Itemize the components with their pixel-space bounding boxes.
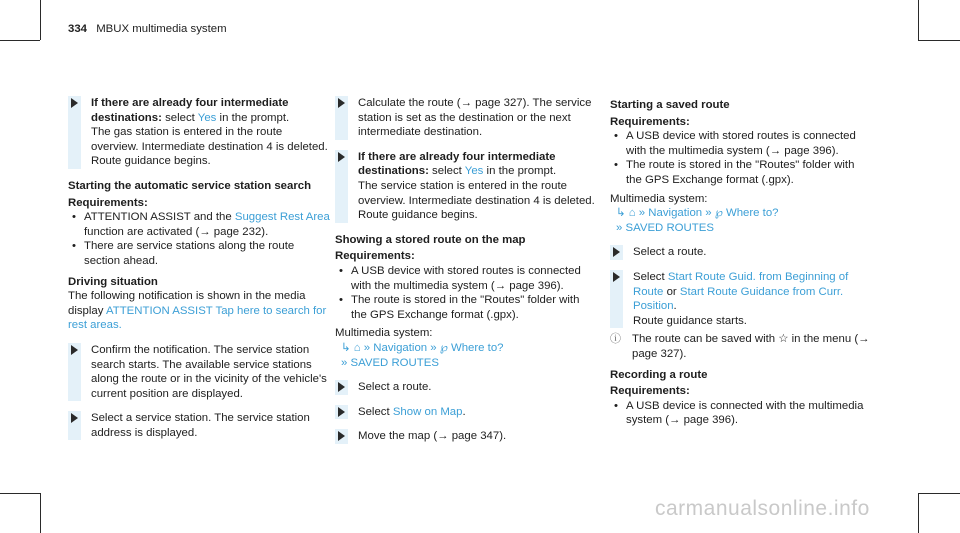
crop-mark — [918, 493, 919, 533]
requirement-item: • A USB device is connected with the multimedia system (→ page 396). — [610, 399, 872, 428]
show-on-map-link[interactable]: Show on Map — [392, 405, 463, 418]
where-to-link[interactable]: Where to? — [450, 341, 504, 354]
step-body: Select a service station. The service station address is displayed. — [91, 412, 310, 439]
step — [335, 96, 597, 140]
crop-mark — [0, 40, 40, 41]
chevron-icon: » — [616, 221, 623, 234]
column-3 — [610, 96, 872, 428]
nav-path — [335, 341, 597, 370]
step-body — [348, 405, 597, 420]
step-text: . — [673, 300, 677, 313]
search-icon: ℘ — [439, 341, 448, 354]
step-text: select — [428, 165, 465, 178]
chevron-icon: » — [705, 207, 712, 220]
step-text: in the prompt. — [483, 165, 557, 178]
step-bar — [335, 405, 348, 420]
requirements-title: Requirements: — [68, 196, 148, 209]
step-arrow-icon — [71, 98, 78, 108]
yes-link[interactable]: Yes — [197, 111, 217, 124]
requirements-list — [610, 399, 872, 428]
start-route-guidance-curr-link[interactable]: Start Route Guidance from Curr. Position — [633, 285, 844, 313]
crop-mark — [0, 493, 40, 494]
note-text: The route can be saved with ☆ in the menu (→ page 327). — [632, 333, 870, 360]
driving-situation-title: Driving situation — [68, 275, 158, 288]
start-route-guid-link[interactable]: Start Route Guid. from Beginning of Route — [633, 270, 849, 298]
step-bar — [68, 411, 81, 440]
step-bold-text: If there are already four intermediate destinations: — [358, 150, 556, 178]
step-body: Select a route. — [633, 246, 707, 259]
section-title: Starting a saved route — [610, 99, 730, 111]
req-text: function are activated (→ page 232). — [84, 225, 269, 238]
step-para: The service station is entered in the route overview. Intermediate destination 4 is deleted. Route guidance begins. — [358, 179, 595, 222]
step — [335, 405, 597, 420]
home-icon[interactable]: ⌂ — [628, 207, 636, 220]
step-arrow-icon — [71, 413, 78, 423]
step-bar — [68, 96, 81, 169]
requirements-list — [610, 129, 872, 187]
step-body: Confirm the notification. The service station search starts. The available service stations along the route or in the vicinity of the vehicle's current position are displayed. — [91, 343, 327, 400]
return-arrow-icon: ↳ — [616, 207, 626, 220]
section-title: Showing a stored route on the map — [335, 233, 526, 246]
requirement-item: • A USB device with stored routes is connected with the multimedia system (→ page 396). — [335, 264, 597, 293]
multimedia-label: Multimedia system: — [610, 192, 708, 205]
requirement-item: • There are service stations along the route section ahead. — [68, 239, 330, 268]
note — [610, 332, 872, 361]
step-bar — [335, 150, 348, 223]
step-arrow-icon — [338, 98, 345, 108]
watermark: carmanualsonline.info — [655, 497, 870, 520]
step-arrow-icon — [613, 247, 620, 257]
step-body: Calculate the route (→ page 327). The service station is set as the destination or the next intermediate destination. — [358, 97, 592, 139]
page-header — [68, 22, 227, 37]
step-text: or — [663, 285, 680, 298]
step-text: Select — [633, 270, 668, 283]
return-arrow-icon: ↳ — [341, 341, 351, 354]
chevron-icon: » — [363, 341, 371, 354]
step-bar — [335, 380, 348, 395]
step-arrow-icon — [338, 431, 345, 441]
crop-mark — [918, 0, 919, 40]
step-bar — [335, 96, 348, 140]
step-bold-text: If there are already four intermediate destinations: — [91, 97, 289, 124]
crop-mark — [918, 40, 960, 41]
requirement-item — [68, 210, 330, 239]
step-bar — [610, 245, 623, 260]
requirement-item: • The route is stored in the "Routes" folder with the GPS Exchange format (.gpx). — [610, 158, 872, 187]
req-text: ATTENTION ASSIST and the — [84, 211, 235, 224]
step-para: The gas station is entered in the route overview. Intermediate destination 4 is deleted. Route guidance begins. — [91, 126, 328, 168]
step-bar — [68, 343, 81, 401]
step-bar — [610, 270, 623, 328]
where-to-link[interactable]: Where to? — [725, 207, 779, 220]
section-title: Starting the automatic service station search — [68, 179, 312, 192]
page-title: MBUX multimedia system — [96, 23, 227, 35]
column-2 — [335, 96, 597, 454]
step-body: Select a route. — [358, 381, 432, 394]
requirements-title: Requirements: — [610, 385, 690, 398]
step-arrow-icon — [71, 345, 78, 355]
step-arrow-icon — [338, 407, 345, 417]
step — [335, 429, 597, 444]
info-icon: ⓘ — [610, 333, 621, 346]
crop-mark — [918, 493, 960, 494]
step — [610, 245, 872, 260]
step-body — [623, 270, 872, 328]
saved-routes-link[interactable]: SAVED ROUTES — [350, 356, 439, 369]
step-text: . — [462, 405, 466, 418]
chevron-icon: » — [341, 356, 348, 369]
saved-routes-link[interactable]: SAVED ROUTES — [625, 221, 714, 234]
section-title: Recording a route — [610, 368, 708, 381]
step-bar — [335, 429, 348, 444]
nav-path — [610, 206, 872, 235]
crop-mark — [40, 493, 41, 533]
step — [68, 96, 330, 169]
page-number: 334 — [68, 23, 88, 35]
requirement-item: • The route is stored in the "Routes" folder with the GPS Exchange format (.gpx). — [335, 293, 597, 322]
column-1 — [68, 96, 330, 450]
chevron-icon: » — [430, 341, 437, 354]
suggest-rest-area-link[interactable]: Suggest Rest Area — [234, 211, 330, 224]
driving-situation-text — [68, 289, 330, 333]
step — [335, 150, 597, 223]
requirements-title: Requirements: — [335, 250, 415, 263]
step — [68, 411, 330, 440]
step-text: Select — [358, 405, 393, 418]
home-icon[interactable]: ⌂ — [353, 341, 361, 354]
crop-mark — [40, 0, 41, 40]
step-body — [348, 150, 597, 223]
step-arrow-icon — [338, 152, 345, 162]
requirement-item: • A USB device with stored routes is connected with the multimedia system (→ page 396). — [610, 129, 872, 158]
requirements-list — [335, 264, 597, 322]
search-icon: ℘ — [714, 207, 723, 220]
step-text: in the prompt. — [216, 111, 290, 124]
step-body — [81, 96, 330, 169]
step — [68, 343, 330, 401]
multimedia-label: Multimedia system: — [335, 327, 433, 340]
chevron-icon: » — [638, 207, 646, 220]
requirements-title: Requirements: — [610, 115, 690, 128]
step-arrow-icon — [338, 382, 345, 392]
step — [335, 380, 597, 395]
step-text: select — [165, 111, 198, 124]
driving-text: The following notification is shown in the media display — [68, 290, 306, 317]
yes-link[interactable]: Yes — [464, 165, 484, 178]
navigation-link[interactable]: Navigation — [648, 207, 703, 220]
step-para: Route guidance starts. — [633, 314, 747, 327]
navigation-link[interactable]: Navigation — [373, 341, 428, 354]
step-body: Move the map (→ page 347). — [358, 430, 507, 443]
step-arrow-icon — [613, 272, 620, 282]
attention-assist-link[interactable]: ATTENTION ASSIST Tap here to search for rest areas. — [68, 304, 327, 332]
step — [610, 270, 872, 328]
requirements-list — [68, 210, 330, 268]
